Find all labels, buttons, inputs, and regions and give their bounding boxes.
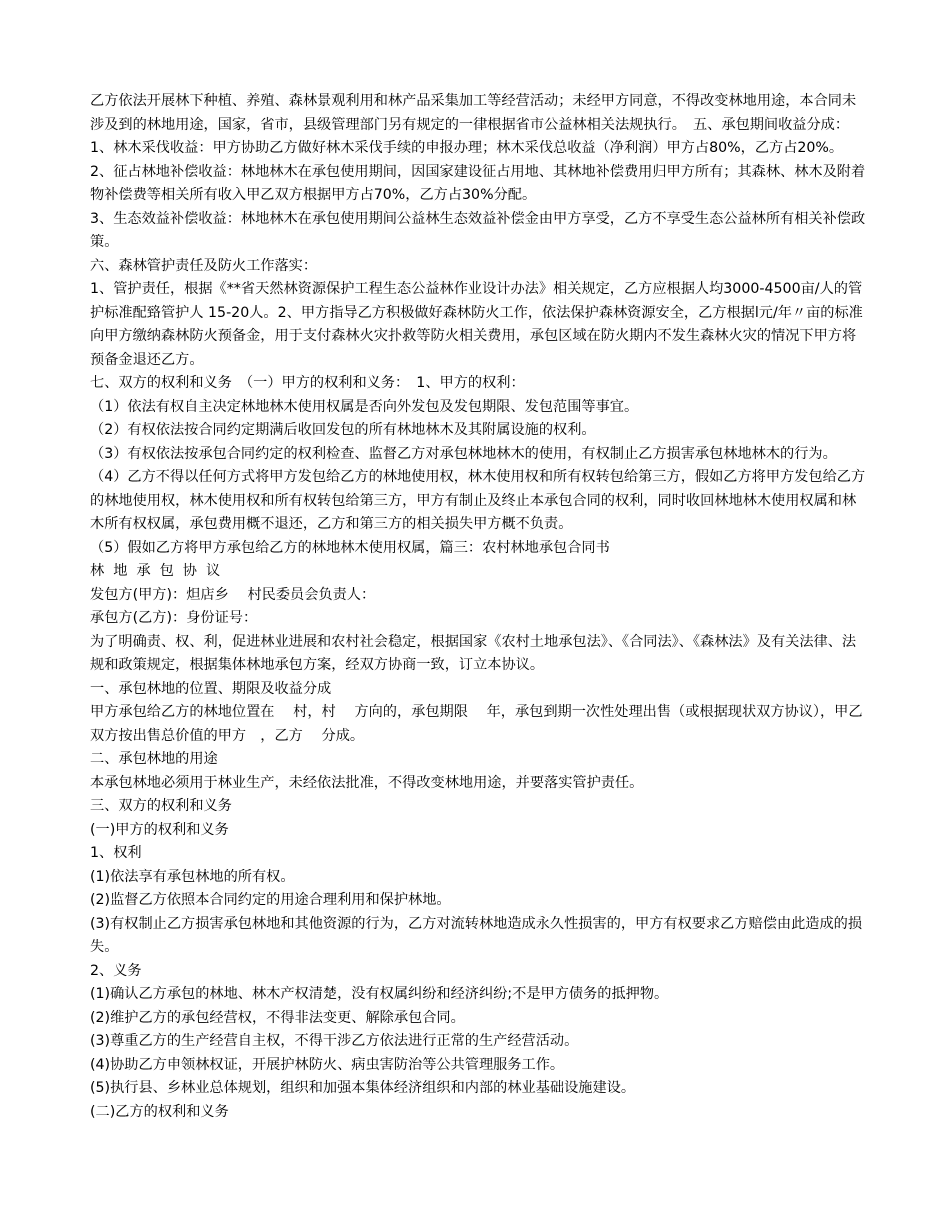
clause-a5: （5）假如乙方将甲方承包给乙方的林地林木使用权属，篇三：农村林地承包合同书 bbox=[90, 539, 610, 556]
clause-a2: （2）有权依法按合同约定期满后收回发包的所有林地林木及其附属设施的权利。 bbox=[90, 422, 596, 438]
preamble: 为了明确责、权、利，促进林业进展和农村社会稳定，根据国家《农村土地承包法》、《合同法》、《森林法》及有关法律、法规和政策规定，根据集体林地承包方案，经双方协商一致，订立本协议。 bbox=[90, 633, 857, 673]
paragraph-ecological-compensation: 3、生态效益补偿收益：林地林木在承包使用期间公益林生态效益补偿金由甲方享受，乙方不享受生态公益林所有相关补偿政策。 bbox=[90, 210, 866, 250]
right-1: (1)依法享有承包林地的所有权。 bbox=[90, 868, 295, 885]
paragraph-land-compensation: 2、征占林地补偿收益：林地林木在承包使用期间，因国家建设征占用地、其林地补偿费用归甲方所有；其森林、林木及附着物补偿费等相关所有收入甲乙双方根据甲方占70%，乙方占30%分配。 bbox=[90, 163, 866, 203]
heading-obligations: 2、义务 bbox=[90, 962, 142, 979]
obligation-5: (5)执行县、乡林业总体规划，组织和加强本集体经济组织和内部的林业基础设施建设。 bbox=[90, 1080, 636, 1096]
obligation-1: (1)确认乙方承包的林地、林木产权清楚，没有权属纠纷和经济纠纷;不是甲方债务的抵押物。 bbox=[90, 986, 669, 1002]
obligation-3: (3)尊重乙方的生产经营自主权，不得干涉乙方依法进行正常的生产经营活动。 bbox=[90, 1033, 579, 1049]
clause-a3: （3）有权依法按承包合同约定的权利检查、监督乙方对承包林地林木的使用，有权制止乙方损害承包林地林木的行为。 bbox=[90, 445, 837, 462]
obligation-2: (2)维护乙方的承包经营权，不得非法变更、解除承包合同。 bbox=[90, 1009, 465, 1026]
paragraph-logging-income: 1、林木采伐收益：甲方协助乙方做好林木采伐手续的申报办理；林木采伐总收益（净利润）甲方占80%，乙方占20%。 bbox=[90, 140, 844, 156]
paragraph-location-term: 甲方承包给乙方的林地位置在 村，村 方向的，承包期限 年，承包到期一次性处理出售（或根据现状双方协议），甲乙双方按出售总价值的甲方 ，乙方 分成。 bbox=[90, 704, 863, 744]
heading-section-six: 六、森林管护责任及防火工作落实： bbox=[90, 257, 318, 274]
clause-a1: （1）依法有权自主决定林地林木使用权属是否向外发包及发包期限、发包范围等事宜。 bbox=[90, 398, 639, 415]
right-2: (2)监督乙方依照本合同约定的用途合理利用和保护林地。 bbox=[90, 892, 451, 908]
agreement-title: 林地承包协议 bbox=[90, 563, 230, 579]
paragraph-forest-use: 乙方依法开展林下种植、养殖、森林景观利用和林产品采集加工等经营活动；未经甲方同意，不得改变林地用途，本合同未涉及到的林地用途，国家，省市，县级管理部门另有规定的一律根据省市公益林相关法规执行。 五、承包期间收益分成： bbox=[90, 93, 857, 133]
party-b-line: 承包方(乙方)：身份证号： bbox=[90, 610, 258, 626]
clause-a4: （4）乙方不得以任何方式将甲方发包给乙方的林地使用权，林木使用权和所有权转包给第三方，假如乙方将甲方发包给乙方的林地使用权，林木使用权和所有权转包给第三方，甲方有制止及终止本承包合同的权利，同时收回林地林木使用权属和林木所有权权属，承包费用概不退还，乙方和第三方的相关损失甲方概不负责。 bbox=[90, 469, 866, 532]
right-3: (3)有权制止乙方损害承包林地和其他资源的行为，乙方对流转林地造成永久性损害的，甲方有权要求乙方赔偿由此造成的损失。 bbox=[90, 915, 863, 955]
heading-section-seven: 七、双方的权利和义务 （一）甲方的权利和义务： 1、甲方的权利： bbox=[90, 375, 525, 391]
heading-party-a-rights: (一)甲方的权利和义务 bbox=[90, 821, 229, 838]
obligation-4: (4)协助乙方申领林权证，开展护林防火、病虫害防治等公共管理服务工作。 bbox=[90, 1056, 565, 1073]
heading-two: 二、承包林地的用途 bbox=[90, 751, 218, 767]
heading-three: 三、双方的权利和义务 bbox=[90, 798, 232, 814]
paragraph-land-use: 本承包林地必须用于林业生产，未经依法批准，不得改变林地用途，并要落实管护责任。 bbox=[90, 774, 644, 791]
heading-party-b-rights: (二)乙方的权利和义务 bbox=[90, 1103, 229, 1120]
party-a-line: 发包方(甲方)：炟店乡 村民委员会负责人： bbox=[90, 586, 376, 603]
heading-rights: 1、权利 bbox=[90, 845, 142, 861]
paragraph-protection-duty: 1、管护责任，根据《**省天然林资源保护工程生态公益林作业设计办法》相关规定，乙方应根据人均3000-4500亩/人的管护标准配臵管护人 15-20人。2、甲方指导乙方积极做好森林防火工作，依法保护森林资源安全，乙方根据l元/年〃亩的标准向甲方缴纳森林防火预备金，用于支付森林火灾扑救等防火相关费用，承包区域在防火期内不发生森林火灾的情况下甲方将预备金退还乙方。 bbox=[90, 281, 863, 368]
document-page bbox=[90, 90, 870, 1124]
heading-one: 一、承包林地的位置、期限及收益分成 bbox=[90, 680, 332, 697]
